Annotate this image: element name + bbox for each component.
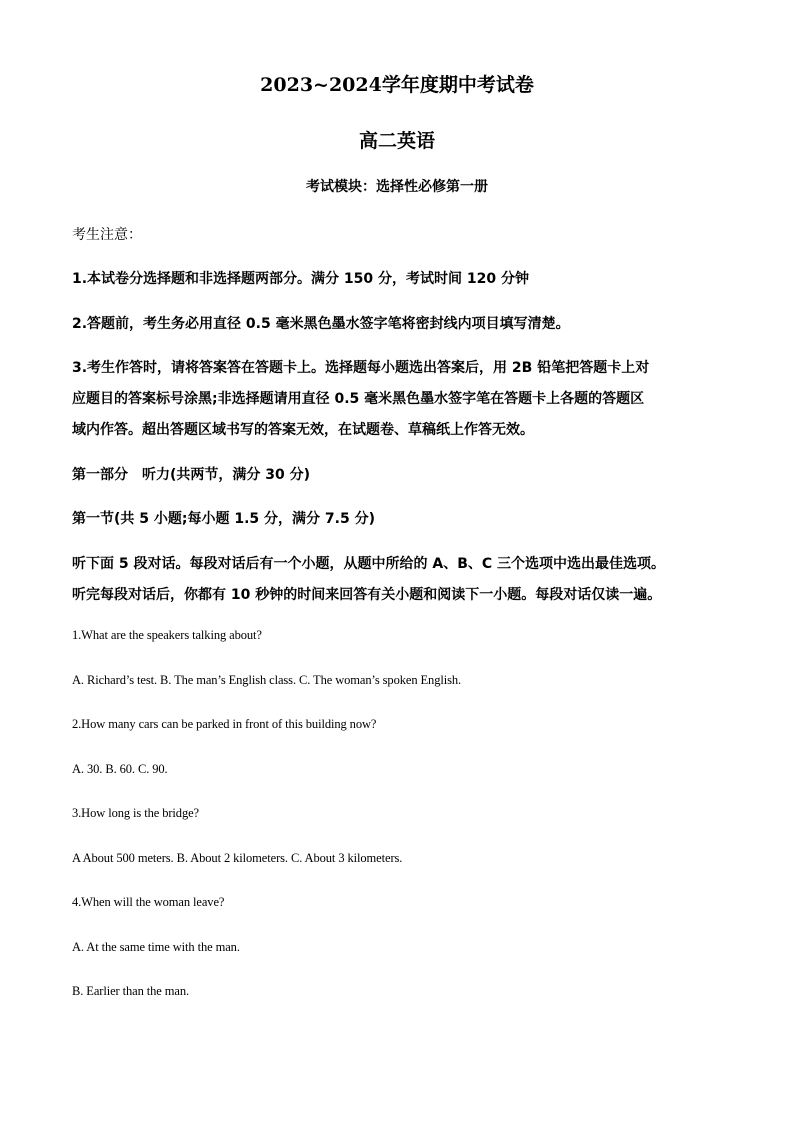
question-4-option-b: B. Earlier than the man. [72,984,190,998]
exam-subject: 高二英语 [358,130,435,152]
question-2-options: A. 30. B. 60. C. 90. [72,762,168,776]
instructions-line-1: 听下面 5 段对话。每段对话后有一个小题，从题中所给的 A、B、C 三个选项中选出最佳选项。 [72,556,666,572]
notice-item-2: 2.答题前，考生务必用直径 0.5 毫米黑色墨水签字笔将密封线内项目填写清楚。 [72,316,570,332]
question-1: 1.What are the speakers talking about? [72,628,262,642]
notice-heading: 考生注意： [72,227,142,243]
question-4: 4.When will the woman leave? [72,895,225,909]
section1-heading: 第一节(共 5 小题;每小题 1.5 分，满分 7.5 分) [72,511,375,527]
question-2: 2.How many cars can be parked in front of this building now? [72,717,377,731]
notice-item-3-line-3: 域内作答。超出答题区域书写的答案无效，在试题卷、草稿纸上作答无效。 [72,422,534,438]
question-3-options: A About 500 meters. B. About 2 kilometers. C. About 3 kilometers. [72,851,403,865]
exam-title: 2023~2024学年度期中考试卷 [260,74,534,96]
notice-item-1: 1.本试卷分选择题和非选择题两部分。满分 150 分，考试时间 120 分钟 [72,271,530,287]
part1-heading: 第一部分 听力(共两节，满分 30 分) [72,467,311,483]
question-3: 3.How long is the bridge? [72,806,199,820]
notice-item-3-line-2: 应题目的答案标号涂黑;非选择题请用直径 0.5 毫米黑色墨水签字笔在答题卡上各题的答题区 [72,391,645,407]
notice-item-3-line-1: 3.考生作答时，请将答案答在答题卡上。选择题每小题选出答案后，用 2B 铅笔把答题卡上对 [72,360,650,376]
instructions-line-2: 听完每段对话后，你都有 10 秒钟的时间来回答有关小题和阅读下一小题。每段对话仅读一遍。 [72,587,662,603]
question-1-options: A. Richard’s test. B. The man’s English class. C. The woman’s spoken English. [72,673,462,687]
exam-module: 考试模块：选择性必修第一册 [306,179,488,195]
question-4-option-a: A. At the same time with the man. [72,940,240,954]
